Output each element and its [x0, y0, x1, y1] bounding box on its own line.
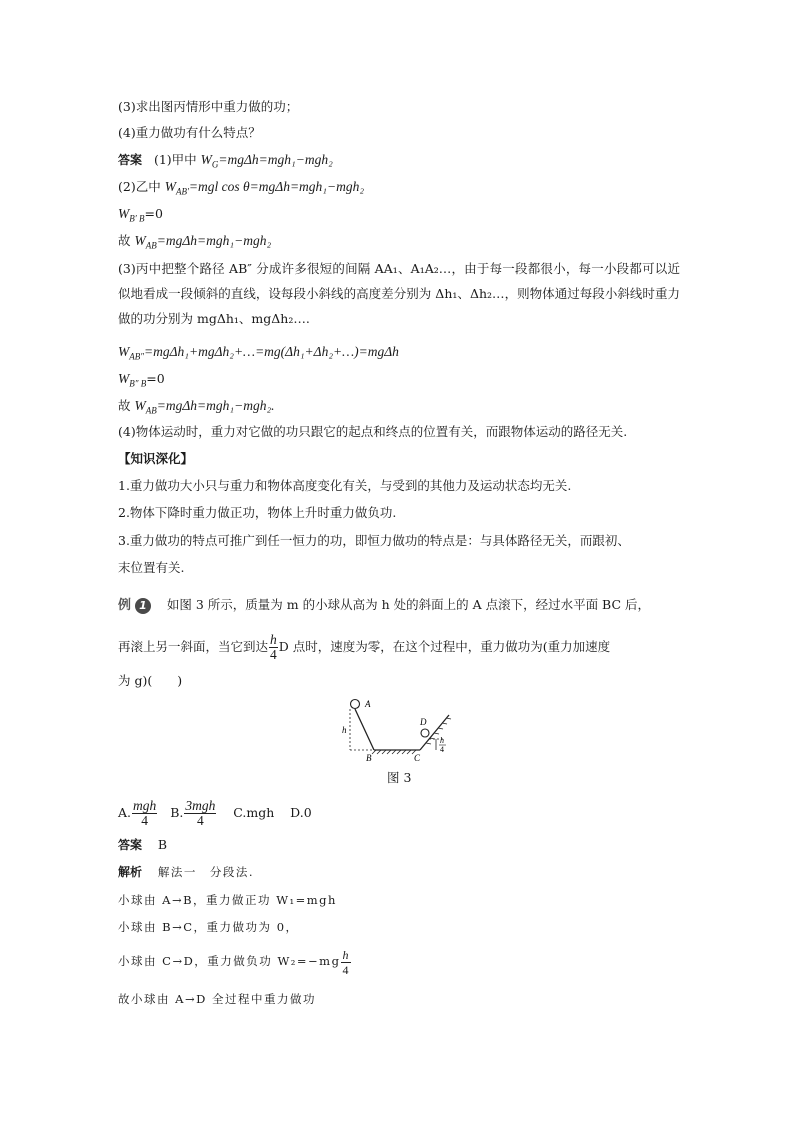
wbb-line [118, 205, 163, 228]
wab2-eq: =mgΔh₁+mgΔh₂+…=mg(Δh₁+Δh₂+…)=mgΔh [144, 344, 399, 359]
example-line-1 [118, 596, 650, 615]
label-d: D [420, 717, 427, 727]
wab2-line [118, 343, 399, 366]
label-a: A [365, 699, 371, 709]
label-b: B [366, 753, 372, 763]
analysis-step-4: 故小球由 A→D 全过程中重力做功 [118, 992, 316, 1006]
analysis-row [118, 863, 254, 881]
label-h4-den: 4 [440, 745, 444, 754]
label-h: h [342, 725, 347, 735]
label-c: C [414, 753, 421, 763]
question-3: (3)求出图丙情形中重力做的功； [118, 99, 299, 114]
deepen-point-1: 1.重力做功大小只与重力和物体高度变化有关，与受到的其他力及运动状态均无关. [118, 478, 572, 493]
analysis-step-2: 小球由 B→C，重力做功为 0， [118, 920, 299, 934]
option-a: A. $\frac{\text{mgh}}{4}$ [118, 798, 157, 828]
ball-at-a-icon [351, 700, 360, 709]
example-line-2 [118, 630, 610, 664]
example-text-2a: 再滚上另一斜面，当它到达 [118, 639, 269, 654]
option-c: C.mgh [233, 805, 275, 820]
gu-label: 故 [118, 233, 131, 248]
answer-1-eq: =mgΔh=mgh₁−mgh₂ [218, 152, 333, 167]
deepen-point-3a: 3.重力做功的特点可推广到任一恒力的功，即恒力做功的特点是：与具体路径无关，而跟初、 [118, 533, 630, 548]
wab-line [118, 232, 271, 255]
example-number-badge: 1 [135, 598, 151, 614]
wbb2-line [118, 370, 165, 393]
wbb-eq: =0 [144, 206, 163, 221]
fraction-h-over-4: $\frac{h}{4}$ [270, 632, 277, 662]
answer-3-paragraph: (3)丙中把整个路径 AB″ 分成许多很短的间隔 AA₁、A₁A₂…，由于每一段都很小，每一小段都可以近似地看成一段倾斜的直线，设每段小斜线的高度差分别为 Δh₁、Δh₂…，则物体通过每段小斜线时重力做的功分别为 mgΔh₁、mgΔh₂…. [118, 261, 680, 326]
options-row [118, 796, 312, 830]
symbol-wab: $W_{AB}$ [134, 233, 157, 251]
option-d: D.0 [290, 805, 312, 820]
label-h4-num: h [440, 736, 444, 745]
example-text-2b: D 点时，速度为零，在这个过程中，重力做功为(重力加速度 [278, 639, 611, 654]
example-text-1: 如图 3 所示，质量为 m 的小球从高为 h 处的斜面上的 A 点滚下，经过水平面 BC 后， [166, 597, 651, 612]
symbol-wab-double-prime: $W_{AB''}$ [118, 344, 144, 362]
figure-caption: 图 3 [387, 770, 412, 785]
figure-3-diagram [338, 695, 462, 765]
example-line-3: 为 g)( ) [118, 673, 183, 688]
answer-2 [118, 178, 364, 201]
answer-1 [118, 151, 333, 174]
deepen-point-3b: 末位置有关. [118, 560, 185, 575]
symbol-wbb: $W_{B' B}$ [118, 206, 145, 224]
wbb2-eq: =0 [146, 371, 165, 386]
gu-label-2: 故 [118, 398, 131, 413]
symbol-wab-prime: $W_{AB'}$ [164, 179, 189, 197]
ball-at-d-icon [421, 729, 429, 737]
analysis-label: 解析 [118, 865, 143, 879]
symbol-wbb2: $W_{B'' B}$ [118, 371, 147, 389]
fraction-h-over-4-step: $\frac{h}{4}$ [342, 947, 350, 977]
symbol-wg: $W_G$ [200, 152, 219, 170]
analysis-step-3: 小球由 C→D，重力做负功 W₂=−mg $\frac{h}{4}$ [118, 947, 350, 977]
deepen-point-2: 2.物体下降时重力做正功，物体上升时重力做负功. [118, 505, 397, 520]
answer-4: (4)物体运动时，重力对它做的功只跟它的起点和终点的位置有关，而跟物体运动的路径无关. [118, 424, 628, 439]
analysis-method: 解法一 分段法. [157, 865, 255, 879]
knowledge-deepen-title: 【知识深化】 [118, 451, 194, 466]
example-label: 例 [118, 598, 132, 613]
option-b: B. $\frac{\text{3mgh}}{4}$ [170, 798, 216, 828]
wab3-eq: =mgΔh=mgh₁−mgh₂. [156, 398, 275, 413]
question-4: (4)重力做功有什么特点？ [118, 125, 261, 140]
answer-label: 答案 [118, 153, 143, 167]
analysis-step-1: 小球由 A→B，重力做正功 W₁=mgh [118, 893, 337, 907]
answer-value: B [157, 837, 168, 852]
answer-row-label: 答案 [118, 838, 143, 852]
answer-row [118, 836, 167, 854]
answer-1-prefix: (1)甲中 [153, 152, 197, 167]
symbol-wab-2: $W_{AB}$ [134, 398, 157, 416]
wab3-line [118, 397, 275, 420]
answer-2-eq: =mgl cos θ=mgΔh=mgh₁−mgh₂ [188, 179, 365, 194]
answer-2-prefix: (2)乙中 [118, 179, 161, 194]
wab-eq: =mgΔh=mgh₁−mgh₂ [156, 233, 272, 248]
